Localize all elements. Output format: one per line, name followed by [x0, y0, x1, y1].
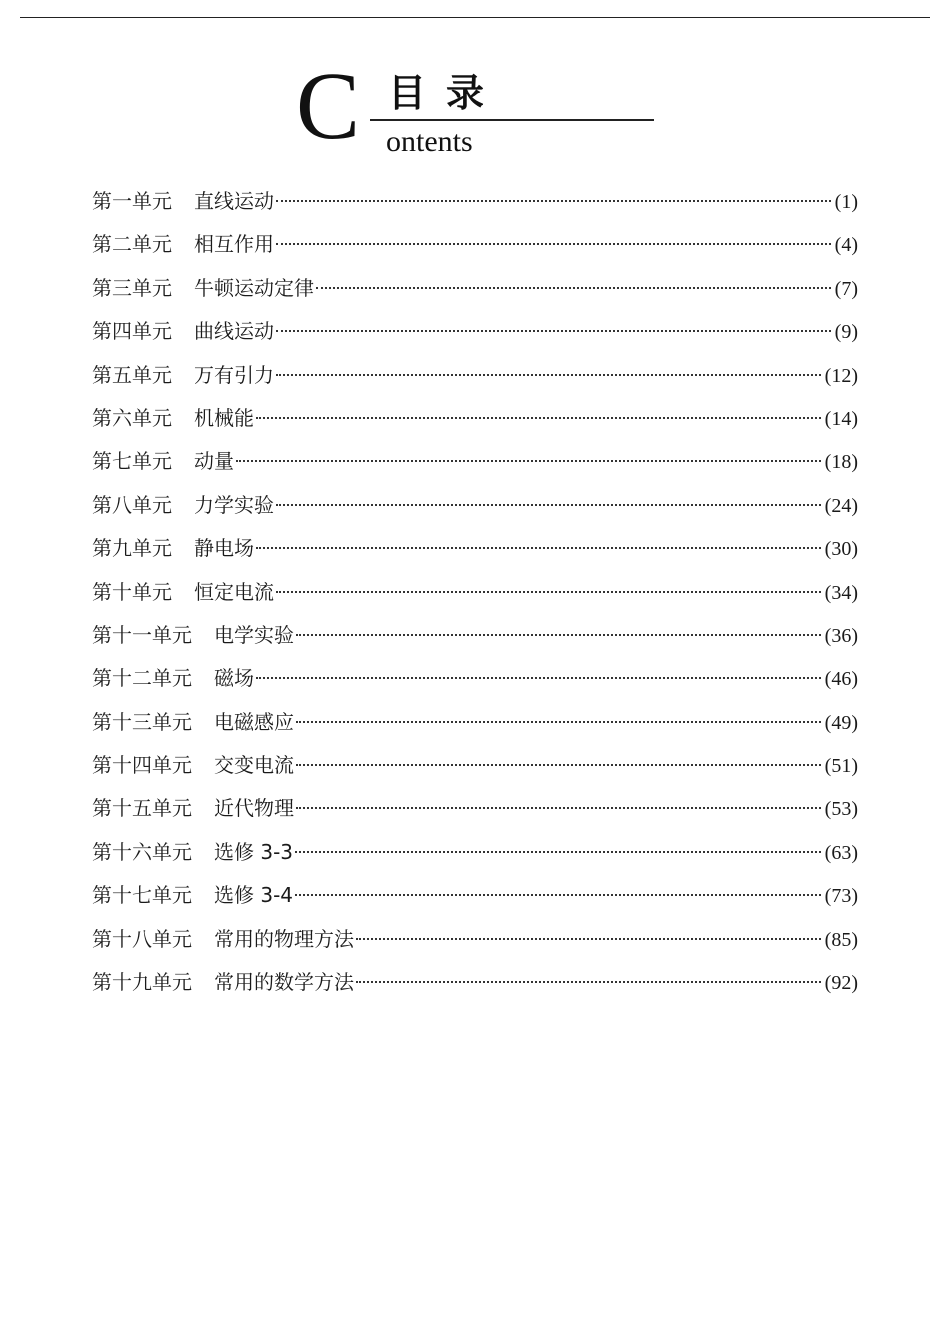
toc-page-number: (85) [824, 928, 858, 951]
toc-page-number: (92) [824, 972, 858, 995]
toc-dot-leader [276, 200, 831, 202]
title-underline [370, 119, 654, 121]
table-of-contents [92, 180, 858, 1004]
toc-entry[interactable] [92, 571, 858, 614]
toc-unit-label: 第十三单元 [92, 709, 192, 734]
toc-dot-leader [295, 851, 821, 853]
toc-page-number: (30) [824, 538, 858, 561]
toc-entry[interactable] [92, 397, 858, 440]
toc-topic: 常用的数学方法 [214, 970, 354, 995]
toc-topic: 选修 3-4 [214, 883, 294, 908]
toc-dot-leader [256, 677, 821, 679]
toc-page-number: (18) [824, 451, 858, 474]
toc-unit-label: 第十六单元 [92, 839, 192, 864]
toc-entry[interactable] [92, 831, 858, 874]
toc-page-number: (12) [824, 364, 858, 387]
toc-unit-label: 第七单元 [92, 449, 172, 474]
toc-unit-label: 第四单元 [92, 319, 172, 344]
toc-topic: 相互作用 [194, 232, 274, 257]
toc-entry[interactable] [92, 310, 858, 353]
toc-dot-leader [276, 330, 831, 332]
toc-entry[interactable] [92, 223, 858, 266]
toc-topic: 直线运动 [194, 189, 274, 213]
top-rule [20, 17, 930, 18]
toc-unit-label: 第八单元 [92, 492, 172, 517]
contents-title [296, 52, 666, 166]
toc-page-number: (53) [824, 798, 858, 821]
title-initial-letter: C [296, 52, 361, 159]
toc-dot-leader [276, 504, 821, 506]
toc-entry[interactable] [92, 180, 858, 223]
toc-dot-leader [356, 981, 821, 983]
toc-dot-leader [276, 374, 821, 376]
toc-unit-label: 第九单元 [92, 536, 172, 561]
toc-page-number: (49) [824, 711, 858, 734]
toc-dot-leader [296, 634, 821, 636]
toc-dot-leader [256, 417, 821, 419]
toc-dot-leader [316, 287, 831, 289]
toc-unit-label: 第五单元 [92, 362, 172, 387]
toc-unit-label: 第十七单元 [92, 883, 192, 908]
toc-topic: 静电场 [194, 536, 254, 561]
toc-dot-leader [276, 591, 821, 593]
toc-topic: 机械能 [194, 405, 254, 430]
toc-entry[interactable] [92, 701, 858, 744]
toc-entry[interactable] [92, 484, 858, 527]
toc-topic: 常用的物理方法 [214, 926, 354, 951]
toc-page-number: (63) [824, 841, 858, 864]
toc-topic: 牛顿运动定律 [194, 275, 314, 300]
toc-unit-label: 第十八单元 [92, 926, 192, 951]
toc-page-number: (73) [824, 885, 858, 908]
toc-entry[interactable] [92, 657, 858, 700]
toc-page-number: (7) [834, 277, 858, 300]
toc-topic: 电磁感应 [214, 709, 294, 734]
toc-unit-label: 第十一单元 [92, 622, 192, 647]
toc-page-number: (36) [824, 624, 858, 647]
toc-unit-label: 第十五单元 [92, 796, 192, 821]
toc-dot-leader [296, 807, 821, 809]
title-chinese: 目录 [388, 71, 505, 115]
toc-page-number: (46) [824, 668, 858, 691]
toc-page-number: (1) [834, 191, 858, 213]
toc-entry[interactable] [92, 874, 858, 917]
toc-unit-label: 第二单元 [92, 232, 172, 257]
toc-unit-label: 第一单元 [92, 189, 172, 213]
toc-unit-label: 第六单元 [92, 405, 172, 430]
toc-topic: 电学实验 [214, 622, 294, 647]
toc-page-number: (14) [824, 407, 858, 430]
toc-page-number: (4) [834, 234, 858, 257]
toc-topic: 动量 [194, 449, 234, 474]
toc-page-number: (9) [834, 321, 858, 344]
toc-unit-label: 第十九单元 [92, 970, 192, 995]
toc-dot-leader [295, 894, 821, 896]
toc-topic: 曲线运动 [194, 319, 274, 344]
toc-topic: 恒定电流 [194, 579, 274, 604]
toc-topic: 万有引力 [194, 362, 274, 387]
toc-dot-leader [296, 721, 821, 723]
toc-unit-label: 第十四单元 [92, 753, 192, 778]
toc-page-number: (51) [824, 755, 858, 778]
toc-entry[interactable] [92, 354, 858, 397]
toc-dot-leader [236, 460, 821, 462]
toc-page-number: (34) [824, 581, 858, 604]
toc-dot-leader [356, 938, 821, 940]
toc-topic: 力学实验 [194, 492, 274, 517]
toc-topic: 选修 3-3 [214, 839, 294, 864]
title-english: ontents [386, 125, 473, 158]
toc-entry[interactable] [92, 744, 858, 787]
toc-entry[interactable] [92, 961, 858, 1004]
toc-dot-leader [296, 764, 821, 766]
toc-page-number: (24) [824, 494, 858, 517]
toc-entry[interactable] [92, 527, 858, 570]
toc-entry[interactable] [92, 267, 858, 310]
toc-topic: 近代物理 [214, 796, 294, 821]
toc-dot-leader [256, 547, 821, 549]
toc-entry[interactable] [92, 614, 858, 657]
toc-unit-label: 第三单元 [92, 275, 172, 300]
toc-unit-label: 第十二单元 [92, 666, 192, 691]
toc-entry[interactable] [92, 440, 858, 483]
toc-dot-leader [276, 243, 831, 245]
toc-unit-label: 第十单元 [92, 579, 172, 604]
toc-entry[interactable] [92, 918, 858, 961]
toc-topic: 磁场 [214, 666, 254, 691]
toc-topic: 交变电流 [214, 753, 294, 778]
toc-entry[interactable] [92, 787, 858, 830]
